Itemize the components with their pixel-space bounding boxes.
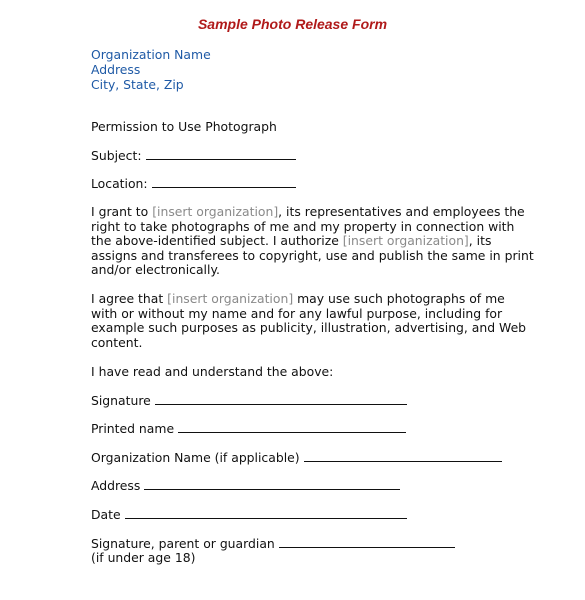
printed-name-label: Printed name <box>91 421 175 436</box>
signature-field[interactable] <box>91 393 407 408</box>
subject-label: Subject: <box>91 148 142 163</box>
printed-name-field[interactable] <box>91 421 406 436</box>
organization-placeholder: [insert organization] <box>167 291 294 306</box>
subject-blank-line[interactable] <box>146 148 296 160</box>
signature-label: Signature <box>91 393 151 408</box>
acknowledgement-text: I have read and understand the above: <box>91 364 334 379</box>
address-blank-line[interactable] <box>144 478 400 490</box>
guardian-age-note: (if under age 18) <box>91 550 196 565</box>
guardian-signature-blank-line[interactable] <box>279 536 455 548</box>
signature-blank-line[interactable] <box>155 393 407 405</box>
organization-name-blank-line[interactable] <box>304 450 502 462</box>
guardian-signature-label: Signature, parent or guardian <box>91 536 275 551</box>
organization-address-block <box>91 47 211 92</box>
agree-paragraph: I agree that [insert organization] may use such photographs of me with or without my name and for any lawful purpose, including for example such purposes as publicity, illustration, advertising, and Web content. <box>91 291 527 350</box>
organization-address: Address <box>91 62 141 77</box>
subject-field[interactable] <box>91 148 296 163</box>
section-heading: Permission to Use Photograph <box>91 119 277 134</box>
location-label: Location: <box>91 176 148 191</box>
organization-name: Organization Name <box>91 47 211 62</box>
address-field[interactable] <box>91 478 400 493</box>
location-blank-line[interactable] <box>152 176 296 188</box>
organization-placeholder: [insert organization] <box>152 204 279 219</box>
printed-name-blank-line[interactable] <box>178 421 406 433</box>
date-label: Date <box>91 507 121 522</box>
address-label: Address <box>91 478 141 493</box>
location-field[interactable] <box>91 176 296 191</box>
document-title: Sample Photo Release Form <box>197 16 388 32</box>
grant-paragraph: I grant to [insert organization], its representatives and employees the right to take photographs of me and my property in connection with the above-identified subject. I authorize [insert organization], its assigns and transferees to copyright, use and publish the same in print and/or electronically. <box>91 204 534 278</box>
organization-placeholder: [insert organization] <box>342 233 469 249</box>
date-field[interactable] <box>91 507 407 522</box>
organization-name-field[interactable] <box>91 450 502 465</box>
organization-city-state-zip: City, State, Zip <box>91 77 184 92</box>
guardian-signature-field[interactable] <box>91 536 455 551</box>
organization-name-label: Organization Name (if applicable) <box>91 450 300 465</box>
date-blank-line[interactable] <box>125 507 407 519</box>
